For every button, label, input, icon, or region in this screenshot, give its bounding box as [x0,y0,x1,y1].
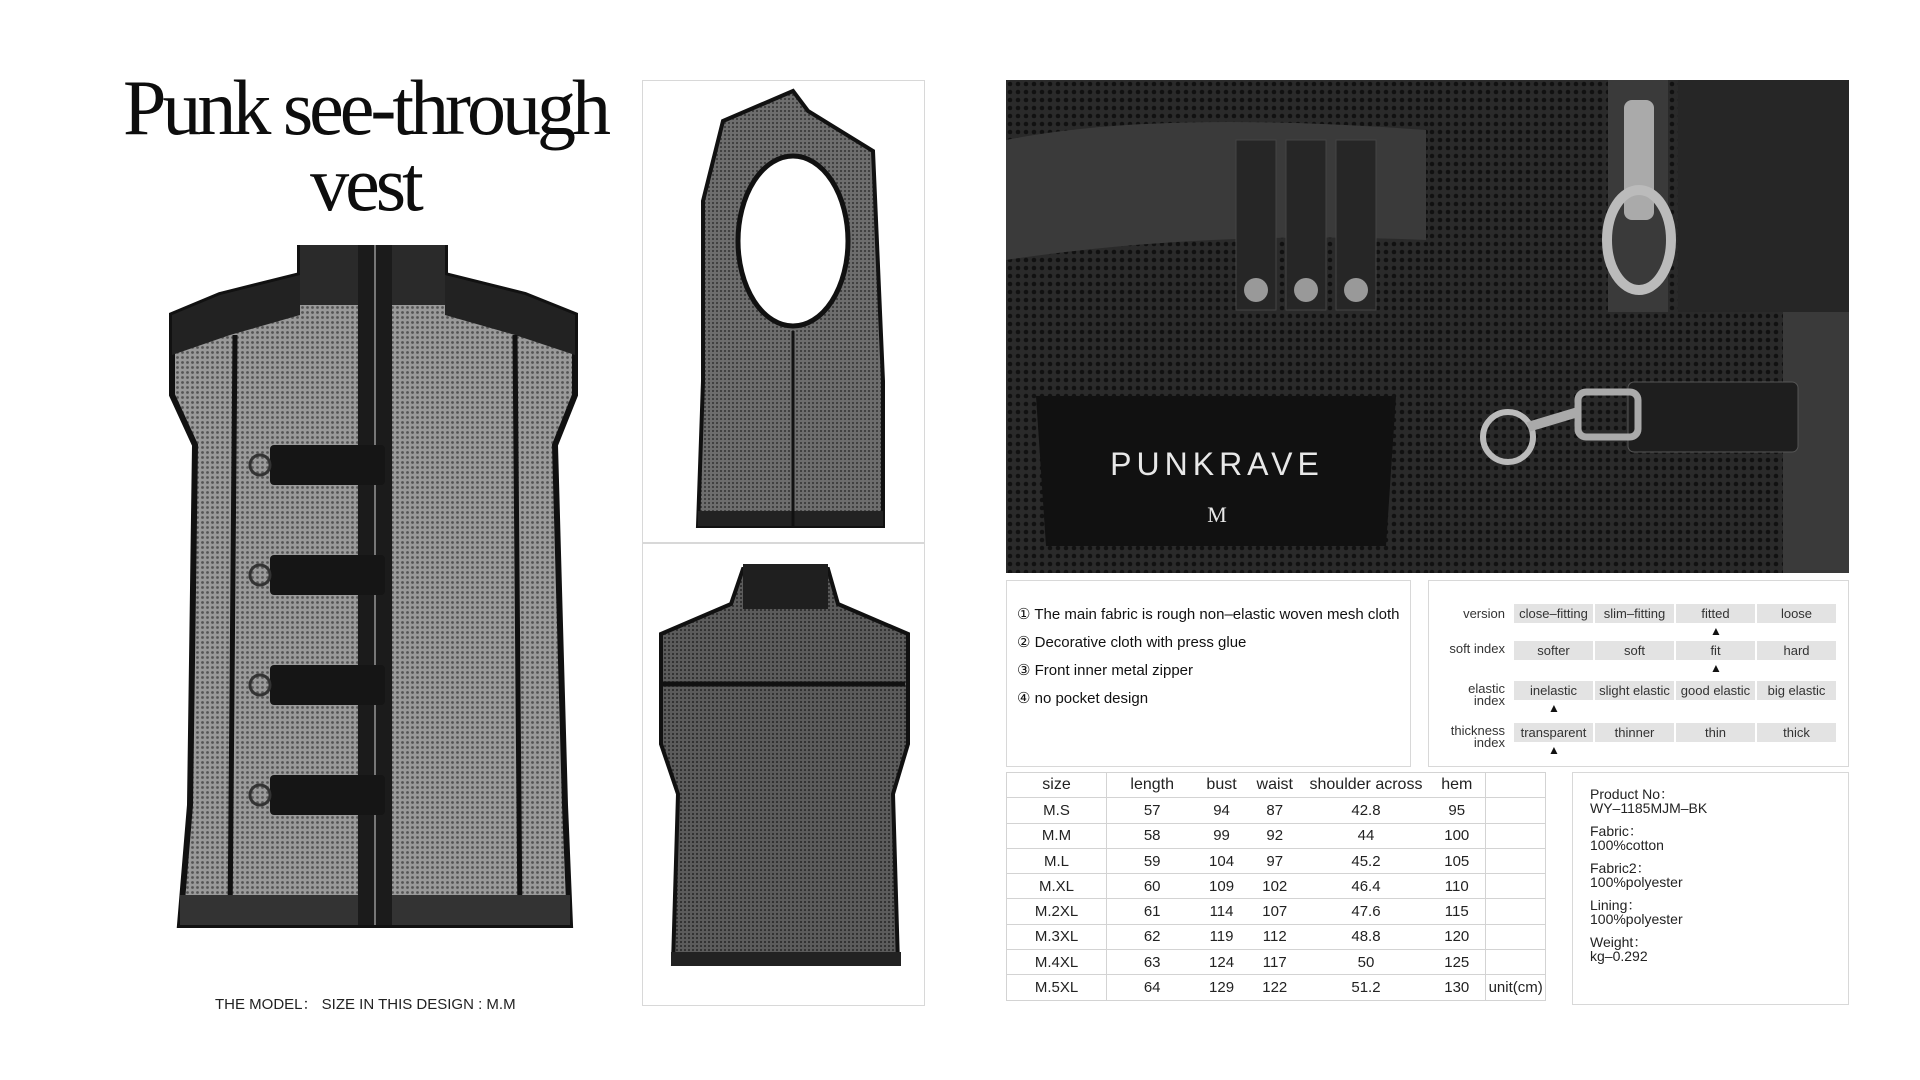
index-label: elastic index [1468,681,1505,708]
info-value: 100%cotton [1590,837,1664,853]
table-cell: 47.6 [1304,899,1428,924]
index-cell: thin [1676,723,1755,742]
lining-info [1590,898,1848,926]
table-cell: 51.2 [1304,975,1428,1000]
index-cell: inelastic [1514,681,1593,700]
table-cell [1486,899,1546,924]
info-label: Fabric2： [1590,860,1651,876]
table-cell [1486,823,1546,848]
feature-item: ④ no pocket design [1017,690,1149,707]
table-header-cell: shoulder across [1304,773,1428,798]
table-row [1007,823,1546,848]
fabric2-info [1590,861,1848,889]
table-cell: 110 [1428,874,1486,899]
index-cell: hard [1757,641,1836,660]
index-marker-icon: ▲ [1710,661,1722,675]
detail-shoulder-image [1006,80,1428,376]
fit-index-panel [1428,580,1849,767]
table-cell: 120 [1428,924,1486,949]
table-row [1007,899,1546,924]
index-cell: slight elastic [1595,681,1674,700]
vest-side-image [643,81,925,543]
table-cell: 115 [1428,899,1486,924]
table-cell: M.2XL [1007,899,1107,924]
size-unit-label: unit(cm) [1486,975,1546,1000]
table-cell: 104 [1197,848,1245,873]
table-header-cell: waist [1246,773,1304,798]
table-cell: 100 [1428,823,1486,848]
feature-list [1006,580,1411,767]
feature-item: ② Decorative cloth with press glue [1017,634,1247,651]
table-cell: M.S [1007,798,1107,823]
table-cell: 94 [1197,798,1245,823]
product-number [1590,787,1848,815]
table-cell: 97 [1246,848,1304,873]
weight-info [1590,935,1848,963]
table-cell: 44 [1304,823,1428,848]
vest-back-image [643,544,925,1006]
index-marker-icon: ▲ [1548,701,1560,715]
detail-brand-label [1006,376,1428,573]
table-header-cell: length [1107,773,1198,798]
table-cell: 117 [1246,950,1304,975]
table-row [1007,874,1546,899]
index-cell: big elastic [1757,681,1836,700]
table-cell: M.3XL [1007,924,1107,949]
index-row-thickness [1429,723,1850,763]
table-cell: 87 [1246,798,1304,823]
table-cell: 109 [1197,874,1245,899]
table-cell: 114 [1197,899,1245,924]
info-label: Product No： [1590,786,1675,802]
table-cell [1486,950,1546,975]
table-cell: 122 [1246,975,1304,1000]
index-label: soft index [1449,641,1505,656]
info-label: Fabric： [1590,823,1643,839]
table-header-cell: hem [1428,773,1486,798]
info-value: kg–0.292 [1590,948,1648,964]
index-marker-icon: ▲ [1548,743,1560,757]
feature-item: ① The main fabric is rough non–elastic woven mesh cloth [1017,606,1400,623]
table-cell: 46.4 [1304,874,1428,899]
table-cell: 105 [1428,848,1486,873]
table-row [1007,798,1546,823]
table-cell: M.XL [1007,874,1107,899]
table-cell: 61 [1107,899,1198,924]
detail-zipper-image [1428,80,1849,312]
vest-side-view [642,80,925,543]
table-cell: 50 [1304,950,1428,975]
table-header-row [1007,773,1546,798]
title-line-1: Punk see-through [122,64,608,151]
table-cell: 107 [1246,899,1304,924]
table-cell [1486,924,1546,949]
table-cell: 125 [1428,950,1486,975]
size-chart-table [1006,772,1546,1001]
table-cell: 63 [1107,950,1198,975]
table-cell [1486,798,1546,823]
index-cell: fitted [1676,604,1755,623]
table-row [1007,950,1546,975]
table-cell: 45.2 [1304,848,1428,873]
table-row [1007,848,1546,873]
table-cell: 102 [1246,874,1304,899]
index-cell: slim–fitting [1595,604,1674,623]
feature-item: ③ Front inner metal zipper [1017,662,1194,679]
table-row [1007,924,1546,949]
brand-label-size: M [1207,502,1227,527]
detail-clasp [1428,312,1849,573]
table-row [1007,975,1546,1000]
info-value: 100%polyester [1590,874,1683,890]
title-line-2: vest [310,140,420,227]
index-cell: loose [1757,604,1836,623]
index-cell: close–fitting [1514,604,1593,623]
index-cell: fit [1676,641,1755,660]
table-cell: M.L [1007,848,1107,873]
brand-label-text: PUNKRAVE [1110,446,1324,482]
product-info-panel [1572,772,1849,1005]
table-cell: M.4XL [1007,950,1107,975]
table-cell: 59 [1107,848,1198,873]
detail-clasp-image [1428,312,1849,573]
index-cell: thick [1757,723,1836,742]
table-header-cell: bust [1197,773,1245,798]
info-value: WY–1185MJM–BK [1590,800,1708,816]
index-row-version [1429,604,1850,644]
table-cell: 62 [1107,924,1198,949]
page-title [95,64,635,227]
index-label: version [1463,606,1505,621]
info-value: 100%polyester [1590,911,1683,927]
table-header-cell: size [1007,773,1107,798]
info-label: Weight： [1590,934,1648,950]
table-cell: 57 [1107,798,1198,823]
model-size-note: THE MODEL： SIZE IN THIS DESIGN : M.M [215,996,516,1013]
table-cell: M.M [1007,823,1107,848]
fabric-info [1590,824,1848,852]
table-cell: 58 [1107,823,1198,848]
table-cell: 92 [1246,823,1304,848]
table-cell: 48.8 [1304,924,1428,949]
index-cell: thinner [1595,723,1674,742]
index-cell: soft [1595,641,1674,660]
table-cell: 112 [1246,924,1304,949]
table-cell: 99 [1197,823,1245,848]
table-cell: 95 [1428,798,1486,823]
table-cell: 124 [1197,950,1245,975]
table-cell: 64 [1107,975,1198,1000]
info-label: Lining： [1590,897,1642,913]
index-label: thickness index [1450,723,1505,750]
detail-shoulder-strap [1006,80,1428,376]
table-cell [1486,874,1546,899]
vest-front-image [160,245,590,945]
table-header-cell [1486,773,1546,798]
table-cell: M.5XL [1007,975,1107,1000]
vest-back-view [642,543,925,1006]
table-cell: 130 [1428,975,1486,1000]
detail-zipper [1428,80,1849,312]
table-cell: 60 [1107,874,1198,899]
table-cell: 119 [1197,924,1245,949]
index-cell: good elastic [1676,681,1755,700]
index-row-elastic [1429,681,1850,721]
index-cell: softer [1514,641,1593,660]
table-cell [1486,848,1546,873]
table-cell: 129 [1197,975,1245,1000]
table-cell: 42.8 [1304,798,1428,823]
index-row-soft [1429,641,1850,681]
index-marker-icon: ▲ [1710,624,1722,638]
index-cell: transparent [1514,723,1593,742]
